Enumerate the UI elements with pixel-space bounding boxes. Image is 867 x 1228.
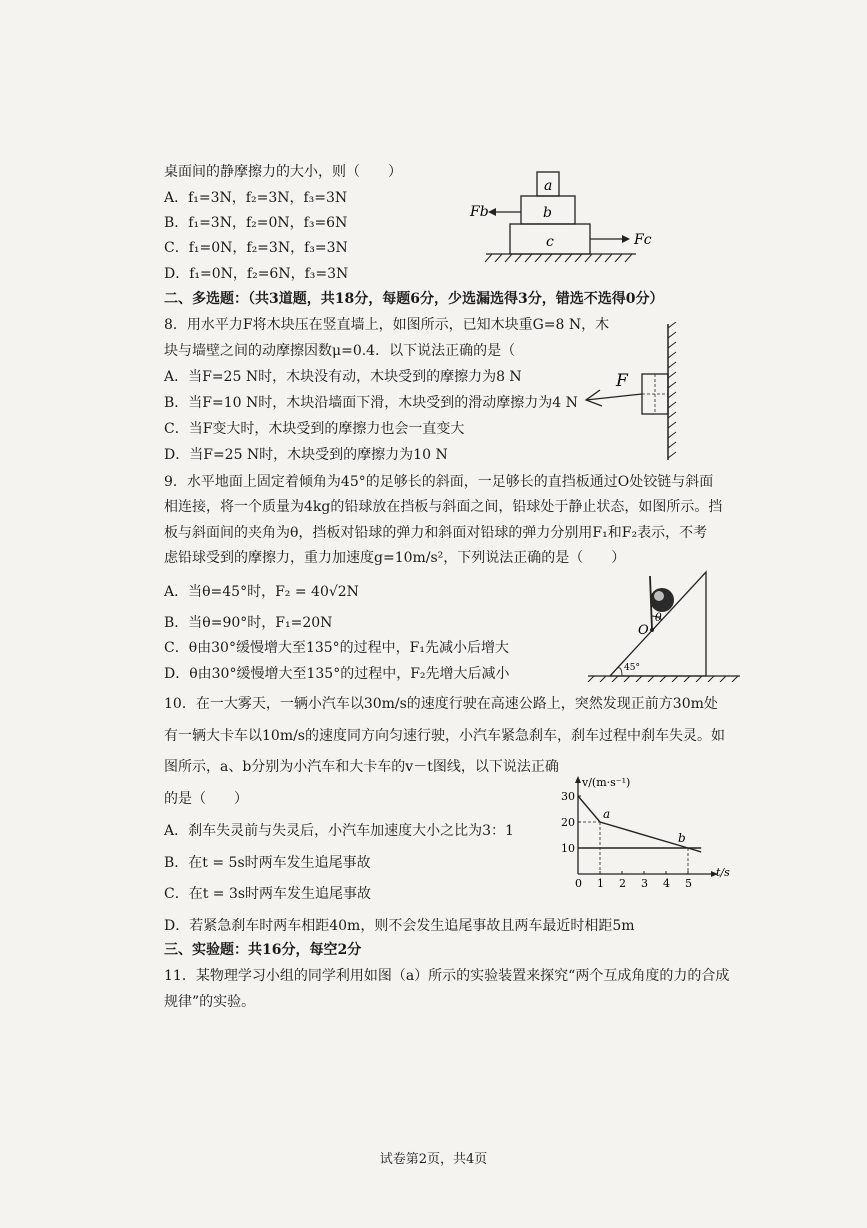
q9-option-a: A．当θ=45°时，F₂ = 40√2N [164,584,359,600]
section2-heading: 二、多选题：（共3道题，共18分，每题6分，少选漏选得3分，错选不选得0分） [164,291,664,307]
q10-stem-line1: 10．在一大雾天，一辆小汽车以30m/s的速度行驶在高速公路上，突然发现正前方30m处 [164,696,718,712]
q8-stem-line1: 8．用水平力F将木块压在竖直墙上，如图所示，已知木块重G=8 N，木 [164,317,610,333]
q9-stem-line1: 9．水平地面上固定着倾角为45°的足够长的斜面，一足够长的直挡板通过O处铰链与斜面 [164,474,714,490]
series-label-a: a [603,807,611,821]
x-tick-label: 0 [575,877,582,890]
force-fb-label: Fb [470,204,489,220]
y-axis-label: v/(m·s⁻¹) [582,776,631,789]
q8-option-c: C．当F变大时，木块受到的摩擦力也会一直变大 [164,421,465,437]
q10-vt-graph [556,770,736,890]
q8-option-d: D．当F=25 N时，木块受到的摩擦力为10 N [164,447,448,463]
y-tick-label: 30 [561,790,575,803]
section3-heading: 三、实验题：共16分，每空2分 [164,942,362,958]
x-tick-label: 1 [597,877,604,890]
q9-option-d: D．θ由30°缓慢增大至135°的过程中，F₂先增大后减小 [164,666,510,682]
q10-option-a: A．刹车失灵前与失灵后，小汽车加速度大小之比为3：1 [164,823,514,839]
x-tick-label: 3 [641,877,648,890]
q7-stacked-blocks-figure [466,166,666,272]
page-footer: 试卷第2页，共4页 [379,1152,488,1167]
block-b-label: b [543,205,552,221]
x-axis-label: t/s [716,866,730,879]
q9-stem-line3: 板与斜面间的夹角为θ，挡板对铅球的弹力和斜面对铅球的弹力分别用F₁和F₂表示，不考 [164,525,708,541]
q9-incline-ball-figure [584,566,744,682]
q10-option-b: B．在t = 5s时两车发生追尾事故 [164,855,371,871]
force-fc-label: Fc [634,232,652,248]
q9-option-b: B．当θ=90°时，F₁=20N [164,615,333,631]
q11-stem-line1: 11．某物理学习小组的同学利用如图（a）所示的实验装置来探究“两个互成角度的力的合成 [164,968,730,984]
y-tick-label: 10 [561,842,575,855]
hinge-o-label: O [638,623,649,638]
x-tick-label: 2 [619,877,626,890]
x-tick-label: 4 [663,877,670,890]
q10-stem-line3: 图所示，a、b分别为小汽车和大卡车的v－t图线，以下说法正确 [164,759,559,775]
series-label-b: b [678,831,686,845]
q7-stem-tail: 桌面间的静摩擦力的大小，则（ ） [164,164,402,180]
q7-option-c: C．f₁=0N，f₂=3N，f₃=3N [164,240,348,256]
q10-stem-line4: 的是（ ） [164,791,248,807]
y-tick-label: 20 [561,816,575,829]
block-a-label: a [544,178,553,194]
q10-stem-line2: 有一辆大卡车以10m/s的速度同方向匀速行驶，小汽车紧急刹车，刹车过程中刹车失灵。如 [164,728,725,744]
q8-option-b: B．当F=10 N时，木块沿墙面下滑，木块受到的滑动摩擦力为4 N [164,395,578,411]
x-tick-label: 5 [685,877,692,890]
q8-wall-block-figure [576,322,686,464]
q8-force-f-label: F [616,371,628,391]
q9-option-c: C．θ由30°缓慢增大至135°的过程中，F₁先减小后增大 [164,640,510,656]
q9-stem-line2: 相连接，将一个质量为4kg的铅球放在挡板与斜面之间，铅球处于静止状态，如图所示。挡 [164,499,723,515]
q7-option-d: D．f₁=0N，f₂=6N，f₃=3N [164,266,349,282]
y-axis-arrow [575,776,581,783]
q10-option-c: C．在t = 3s时两车发生追尾事故 [164,886,372,902]
q7-option-a: A．f₁=3N，f₂=3N，f₃=3N [164,190,348,206]
theta-label: θ [655,611,662,624]
q7-option-b: B．f₁=3N，f₂=0N，f₃=6N [164,215,348,231]
incline-angle-label: 45° [624,663,640,673]
q9-stem-line4: 虑铅球受到的摩擦力，重力加速度g=10m/s²，下列说法正确的是（ ） [164,550,626,566]
q10-option-d: D．若紧急刹车时两车相距40m，则不会发生追尾事故且两车最近时相距5m [164,918,635,934]
q8-stem-line2: 块与墙壁之间的动摩擦因数μ=0.4．以下说法正确的是（ [164,343,516,359]
q8-option-a: A．当F=25 N时，木块没有动，木块受到的摩擦力为8 N [164,369,522,385]
block-c-label: c [546,234,554,250]
q11-stem-line2: 规律”的实验。 [164,994,256,1010]
